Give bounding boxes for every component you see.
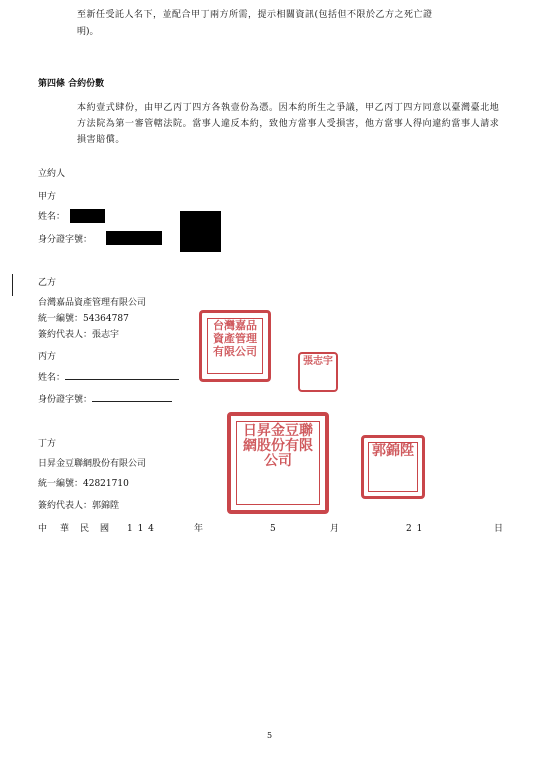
party-d-company-seal [227,412,329,514]
party-d-rep-seal [361,435,425,499]
party-b-company-seal [199,310,271,382]
party-a-seal-redaction [180,211,221,252]
date-year-unit: 年 [194,524,204,534]
date-month: 5 [270,524,276,534]
party-d-company-seal-text: 日昇金豆聯網股份有限公司 [243,423,313,469]
date-char-hua: 華 [60,524,70,534]
date-char-guo: 國 [100,524,110,534]
party-c-name-row [38,372,179,384]
date-char-zhong: 中 [38,524,48,534]
signatories-label: 立約人 [38,169,66,179]
party-c-id-label: 身份證字號： [38,395,93,405]
date-day: 2 1 [406,524,424,534]
party-b-company-seal-text: 台灣嘉品資產管理有限公司 [213,319,257,358]
party-b-title: 乙方 [38,278,57,288]
date-year: 1 1 4 [127,524,155,534]
party-d-rep-seal-text: 郭錦陞 [372,443,414,459]
paragraph-end-line1: 至新任受託人名下，並配合甲丁兩方所需，提示相關資訊(包括但不限於乙方之死亡證 [77,10,433,20]
article4-heading: 第四條 合約份數 [38,79,105,89]
article4-body: 本約壹式肆份，由甲乙丙丁四方各執壹份為憑。因本約所生之爭議，甲乙丙丁四方同意以臺灣臺北地方法院為第一審管轄法院。當事人違反本約，致他方當事人受損害，他方當事人得向違約當事人請求損害賠償。 [77,103,500,145]
party-a-name-label: 姓名： [38,212,66,222]
party-c-name-line [65,379,179,380]
date-char-min: 民 [80,524,90,534]
party-a-id-label: 身分證字號： [38,235,93,245]
party-c-name-label: 姓名： [38,373,66,383]
text-cursor-mark [12,274,13,296]
party-c-id-row [38,394,172,406]
party-b-tax-id: 統一編號：54364787 [38,314,129,324]
date-day-unit: 日 [494,524,504,534]
party-b-rep: 簽約代表人：張志宇 [38,330,120,340]
page-number: 5 [267,731,273,740]
party-b-company: 台灣嘉品資產管理有限公司 [38,298,147,308]
party-c-title: 丙方 [38,352,57,362]
date-month-unit: 月 [330,524,340,534]
paragraph-end-line2: 明)。 [77,27,99,37]
party-d-rep: 簽約代表人：郭錦陞 [38,501,120,511]
party-d-tax-id: 統一編號：42821710 [38,479,129,489]
party-b-rep-seal-text: 張志宇 [303,356,333,367]
party-a-name-redaction [70,209,105,223]
party-a-id-redaction [106,231,162,245]
party-d-company: 日昇金豆聯網股份有限公司 [38,459,147,469]
party-a-title: 甲方 [38,192,57,202]
party-b-rep-seal [298,352,338,392]
party-c-id-line [92,401,172,402]
party-d-title: 丁方 [38,439,57,449]
